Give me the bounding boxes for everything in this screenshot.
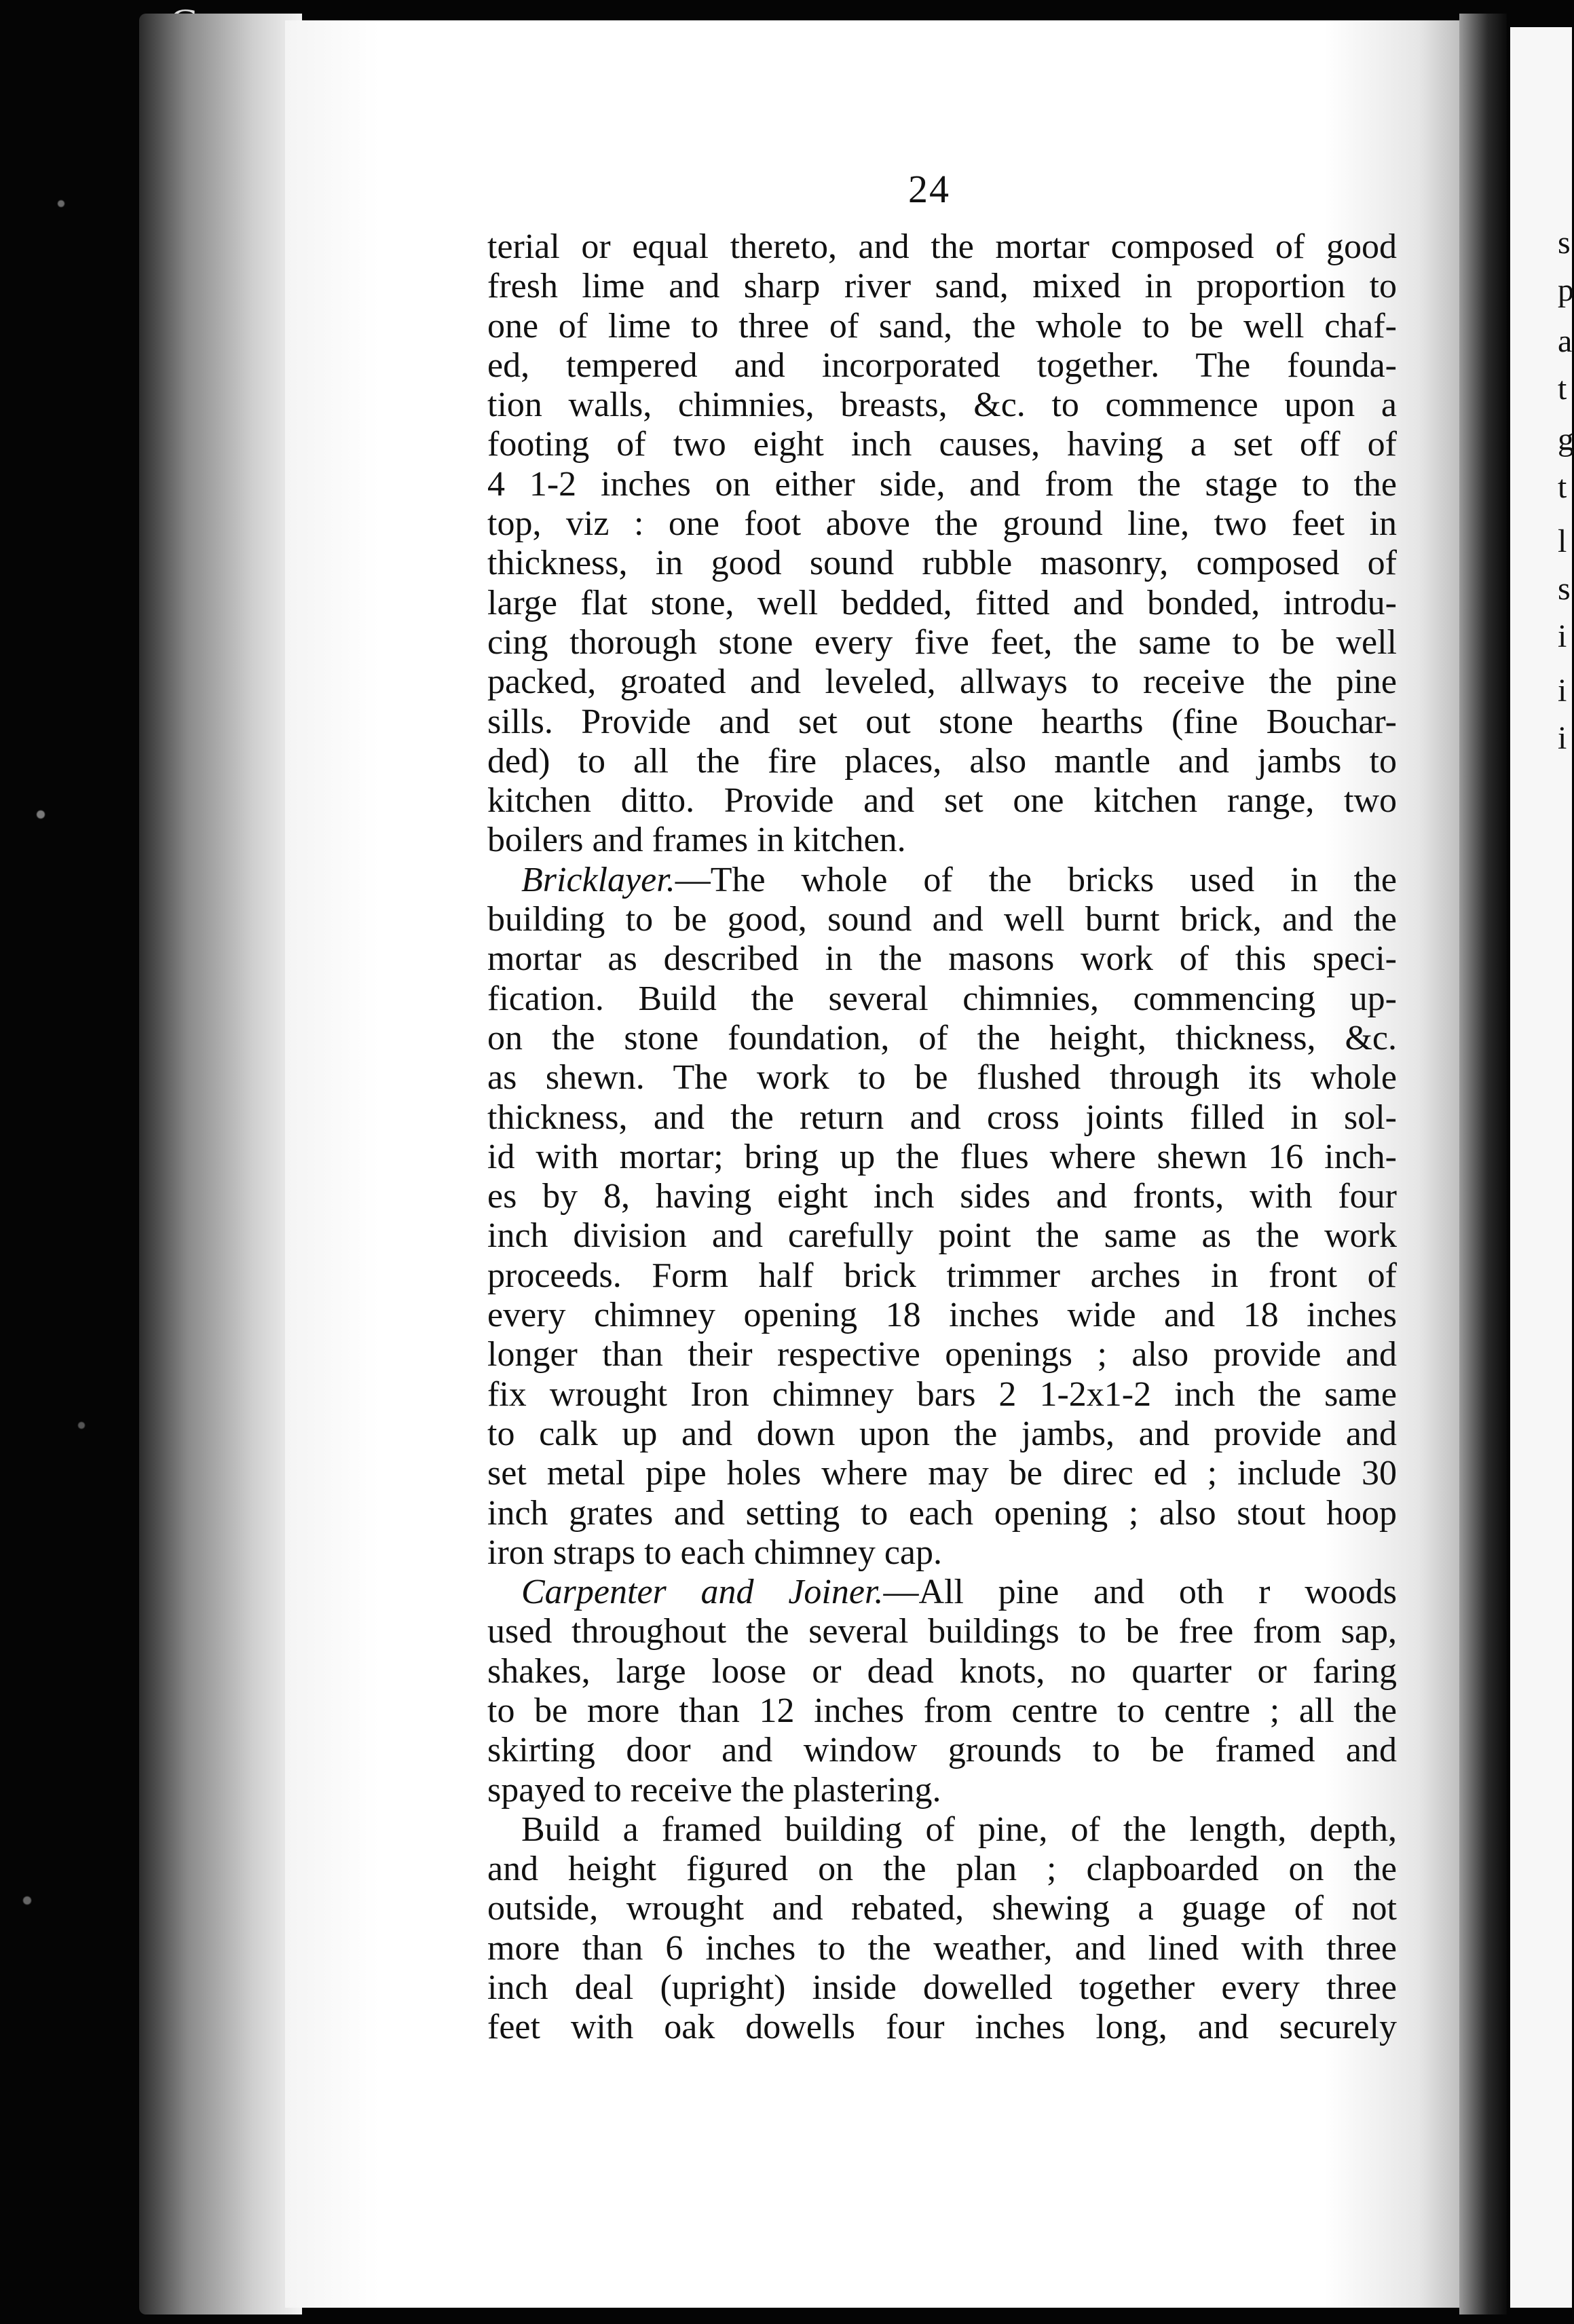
line-text: 4 1-2 inches on either side, and from the stage to the [487, 464, 1397, 504]
line-text: skirting door and window grounds to be framed and [487, 1731, 1397, 1770]
line-text: set metal pipe holes where may be direc ed ; include 30 [487, 1454, 1397, 1493]
next-page-strip [1510, 27, 1572, 2308]
line-text: longer than their respective openings ; also provide and [487, 1335, 1397, 1374]
line-text: packed, groated and leveled, allways to receive the pine [487, 662, 1397, 702]
next-page-letter: i [1558, 618, 1567, 654]
line-text: inch division and carefully point the same as the work [487, 1216, 1397, 1256]
text-line [487, 702, 1397, 742]
line-text: to calk up and down upon the jambs, and provide and [487, 1414, 1397, 1453]
text-line [487, 979, 1397, 1019]
line-text: proceeds. Form half brick trimmer arches in front of [487, 1256, 1397, 1295]
line-text: —All pine and oth r woods [883, 1573, 1398, 1612]
line-text: every chimney opening 18 inches wide and 18 inches [487, 1296, 1397, 1335]
text-line [487, 1454, 1397, 1493]
page-number: 24 [908, 167, 950, 211]
line-text: on the stone foundation, of the height, thickness, &c. [487, 1018, 1397, 1057]
next-page-letter: i [1558, 720, 1567, 756]
line-text: Build a framed building of pine, of the length, depth, [521, 1810, 1397, 1849]
text-line [487, 1810, 1397, 1850]
text-line [487, 346, 1397, 386]
line-text: large flat stone, well bedded, fitted and bonded, introdu- [487, 583, 1397, 622]
line-text: mortar as described in the masons work of this speci- [487, 939, 1397, 979]
line-text: terial or equal thereto, and the mortar composed of good [487, 227, 1397, 266]
text-line [487, 1573, 1397, 1612]
text-line [487, 2008, 1397, 2047]
line-text: ded) to all the fire places, also mantle and jambs to [487, 741, 1397, 781]
line-text: cing thorough stone every five feet, the same to be well [487, 622, 1397, 662]
text-line [487, 623, 1397, 662]
next-page-letter: a [1558, 323, 1573, 359]
line-text: footing of two eight inch causes, having a set off of [487, 425, 1397, 464]
text-line [487, 307, 1397, 346]
body-text [487, 227, 1397, 2048]
line-text: and height figured on the plan ; clapboarded on the [487, 1850, 1397, 1889]
line-text: shakes, large loose or dead knots, no quarter or faring [487, 1651, 1397, 1691]
text-line [487, 1691, 1397, 1731]
text-line [487, 465, 1397, 504]
book-gutter [1459, 14, 1507, 2314]
line-text: inch grates and setting to each opening ; also stout hoop [487, 1493, 1397, 1533]
line-text: as shewn. The work to be flushed through its whole [487, 1058, 1397, 1098]
text-line [487, 900, 1397, 939]
text-line [487, 1889, 1397, 1928]
next-page-letter: i [1558, 673, 1567, 709]
line-text: sills. Provide and set out stone hearths (fine Bouchar- [487, 702, 1397, 741]
text-line [487, 267, 1397, 306]
text-line [487, 861, 1397, 900]
line-text: kitchen ditto. Provide and set one kitchen range, two [487, 781, 1397, 821]
text-line [487, 1256, 1397, 1296]
text-line [487, 1414, 1397, 1454]
line-text: tion walls, chimnies, breasts, &c. to commence upon a [487, 386, 1397, 425]
next-page-letter: t [1558, 469, 1567, 505]
text-line [487, 227, 1397, 267]
text-line [487, 386, 1397, 425]
text-line [487, 1058, 1397, 1098]
text-line [487, 1335, 1397, 1374]
text-line [487, 1375, 1397, 1414]
line-text: one of lime to three of sand, the whole to be well chaf- [487, 306, 1397, 345]
text-line [487, 1652, 1397, 1691]
line-text: to be more than 12 inches from centre to centre ; all the [487, 1691, 1397, 1730]
text-line [487, 781, 1397, 821]
line-text: fix wrought Iron chimney bars 2 1-2x1-2 inch the same [487, 1374, 1397, 1414]
line-text: boilers and frames in kitchen. [487, 821, 906, 860]
section-heading: Bricklayer. [521, 860, 675, 899]
text-line [487, 1494, 1397, 1533]
line-text: iron straps to each chimney cap. [487, 1533, 942, 1572]
line-text: top, viz : one foot above the ground line, two feet in [487, 504, 1397, 544]
line-text: ed, tempered and incorporated together. The founda- [487, 345, 1397, 385]
text-line [487, 425, 1397, 464]
text-line [487, 544, 1397, 583]
text-line [487, 504, 1397, 544]
text-line [487, 1771, 1397, 1810]
text-line [487, 742, 1397, 781]
next-page-letter: g [1558, 421, 1574, 457]
text-line [487, 584, 1397, 623]
line-text: feet with oak dowells four inches long, and securely [487, 2008, 1397, 2047]
line-text: inch deal (upright) inside dowelled together every three [487, 1968, 1397, 2008]
line-text: more than 6 inches to the weather, and lined with three [487, 1928, 1397, 1968]
line-text: building to be good, sound and well burnt brick, and the [487, 900, 1397, 939]
text-line [487, 1216, 1397, 1256]
line-text: fication. Build the several chimnies, commencing up- [487, 979, 1397, 1018]
text-line [487, 939, 1397, 979]
next-page-letter: l [1558, 523, 1567, 559]
text-line [487, 1019, 1397, 1058]
text-line [487, 662, 1397, 702]
section-heading: Carpenter and Joiner. [521, 1573, 884, 1612]
text-line [487, 1533, 1397, 1573]
next-page-letter: s [1558, 571, 1571, 607]
text-line [487, 1850, 1397, 1889]
next-page-letter: t [1558, 371, 1567, 407]
line-text: spayed to receive the plastering. [487, 1770, 941, 1810]
text-line [487, 821, 1397, 860]
line-text: used throughout the several buildings to be free from sap, [487, 1612, 1397, 1651]
text-line [487, 1929, 1397, 1968]
text-line [487, 1731, 1397, 1770]
line-text: thickness, and the return and cross joints filled in sol- [487, 1098, 1397, 1137]
text-line [487, 1612, 1397, 1651]
line-text: thickness, in good sound rubble masonry, composed of [487, 544, 1397, 583]
next-page-letter: s [1558, 225, 1571, 261]
line-text: —The whole of the bricks used in the [675, 860, 1397, 899]
text-line [487, 1968, 1397, 2008]
text-line [487, 1177, 1397, 1216]
text-line [487, 1098, 1397, 1138]
line-text: outside, wrought and rebated, shewing a guage of not [487, 1889, 1397, 1928]
line-text: fresh lime and sharp river sand, mixed in proportion to [487, 267, 1397, 306]
next-page-letter: p [1558, 272, 1574, 308]
line-text: id with mortar; bring up the flues where shewn 16 inch- [487, 1137, 1397, 1176]
text-line [487, 1296, 1397, 1335]
text-line [487, 1138, 1397, 1177]
book-left-edge [139, 14, 302, 2314]
line-text: es by 8, having eight inch sides and fronts, with four [487, 1177, 1397, 1216]
